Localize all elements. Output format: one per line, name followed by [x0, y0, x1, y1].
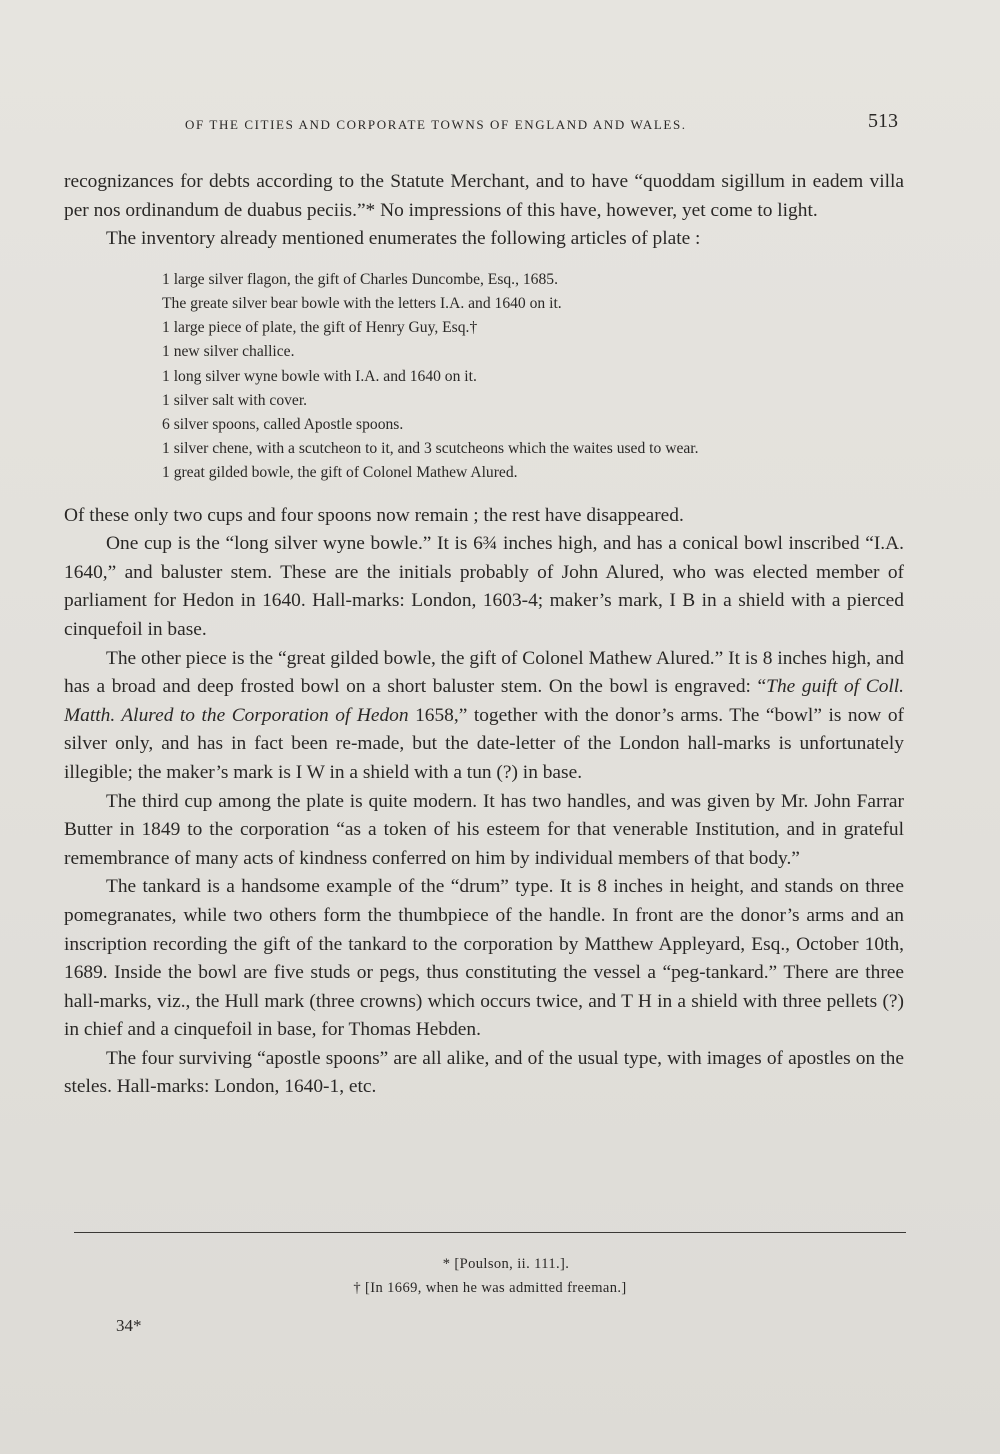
plate-list [162, 268, 904, 486]
body-text [64, 168, 904, 1102]
page-number: 513 [868, 110, 898, 132]
list-item: 1 silver chene, with a scutcheon to it, and 3 scutcheons which the waites used to wear. [162, 440, 699, 458]
list-item: 1 silver salt with cover. [162, 391, 308, 409]
paragraph-5-text-a: The other piece is the “great gilded bowle, the gift of Colonel Mathew Alured.” It is 8 inches high, and has a broad and deep frosted bowl on a short baluster stem. On the bowl is engraved: “ [64, 647, 904, 698]
list-item: 1 long silver wyne bowle with I.A. and 1640 on it. [162, 367, 477, 385]
paragraph-7: The tankard is a handsome example of the “drum” type. It is 8 inches in height, and stands on three pomegranates, while two others form the thumbpiece of the handle. In front are the donor’s arms and an inscription recording the gift of the tankard to the corporation by Matthew Appleyard, Esq., October 10th, 1689. Inside the bowl are five studs or pegs, thus constituting the vessel a “peg-tankard.” There are three hall-marks, viz., the Hull mark (three crowns) which occurs twice, and T H in a shield with three pellets (?) in chief and a cinquefoil in base, for Thomas Hebden. [64, 876, 904, 1041]
paragraph-2: The inventory already mentioned enumerates the following articles of plate : [106, 228, 701, 250]
running-title: OF THE CITIES AND CORPORATE TOWNS OF ENGLAND AND WALES. [185, 117, 687, 132]
paragraph-6: The third cup among the plate is quite modern. It has two handles, and was given by Mr. John Farrar Butter in 1849 to the corporation “as a token of his esteem for that venerable Institution, and in grateful remembrance of many acts of kindness conferred on him by individual members of that body.” [64, 790, 904, 869]
paragraph-4: One cup is the “long silver wyne bowle.” It is 6¾ inches high, and has a conical bowl inscribed “I.A. 1640,” and baluster stem. These are the initials probably of John Alured, who was elected member of parliament for Hedon in 1640. Hall-marks: London, 1603-4; maker’s mark, I B in a shield with a pierced cinquefoil in base. [64, 533, 904, 640]
list-item: 1 large piece of plate, the gift of Henry Guy, Esq.† [162, 319, 478, 337]
paragraph-5 [64, 645, 904, 788]
paragraph-1: recognizances for debts according to the Statute Merchant, and to have “quoddam sigillum in eadem villa per nos ordinandum de duabus peciis.”* No impressions of this have, however, yet come to light. [64, 171, 904, 221]
paragraph-8: The four surviving “apostle spoons” are all alike, and of the usual type, with images of apostles on the steles. Hall-marks: London, 1640-1, etc. [64, 1047, 904, 1098]
footnote-1: * [Poulson, ii. 111.]. [442, 1256, 570, 1272]
list-item: 1 new silver challice. [162, 343, 295, 361]
list-item: 1 large silver flagon, the gift of Charles Duncombe, Esq., 1685. [162, 270, 558, 288]
list-item: The greate silver bear bowle with the letters I.A. and 1640 on it. [162, 294, 562, 312]
paragraph-3: Of these only two cups and four spoons now remain ; the rest have disappeared. [64, 504, 684, 526]
engraved-inscription: The guift of Coll. Matth. Alured to the Corporation of Hedon [64, 676, 905, 726]
footnote-2: † [In 1669, when he was admitted freeman.] [353, 1280, 627, 1296]
footnote-divider [74, 1232, 906, 1233]
list-item: 1 great gilded bowle, the gift of Colonel Mathew Alured. [162, 464, 518, 482]
signature-mark: 34* [116, 1316, 142, 1335]
paragraph-5-text-b: 1658,” together with the donor’s arms. The “bowl” is now of silver only, and has in fact been re-made, but the date-letter of the London hall-marks is unfortunately illegible; the maker’s mark is I W in a shield with a tun (?) in base. [64, 704, 904, 783]
list-item: 6 silver spoons, called Apostle spoons. [162, 416, 404, 433]
